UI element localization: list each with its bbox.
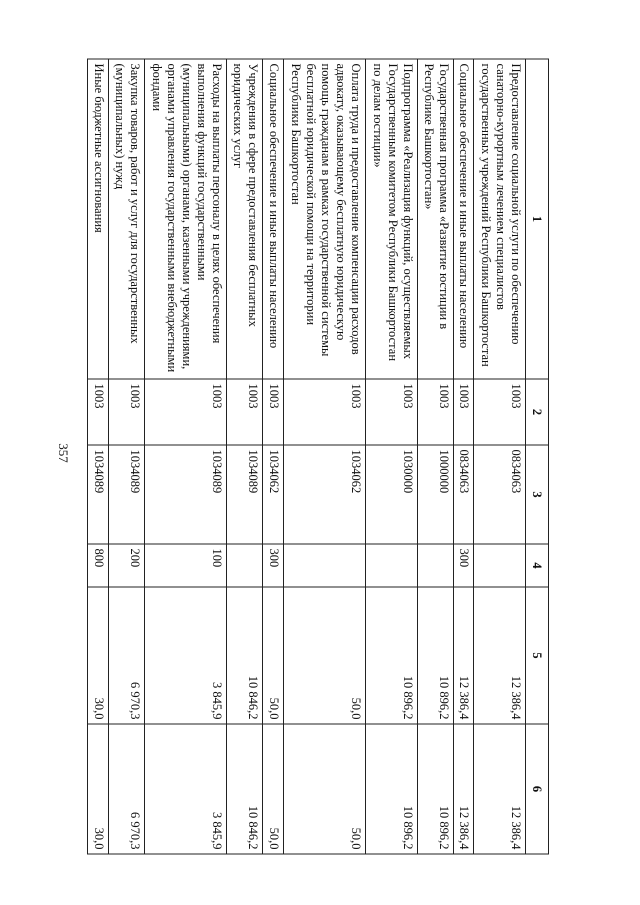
- row-section-code: 1003: [108, 379, 144, 445]
- row-name: Социальное обеспечение и иные выплаты населению: [453, 59, 474, 379]
- row-amount-6: 10 896,2: [417, 724, 453, 854]
- page-number: 357: [56, 443, 71, 463]
- row-target-code: 1034062: [283, 445, 365, 544]
- row-name: Социальное обеспечение и иные выплаты населению: [263, 59, 284, 379]
- row-amount-6: 50,0: [283, 724, 365, 854]
- table-row: [366, 59, 418, 854]
- col-header-6: 6: [526, 724, 549, 854]
- header-row: [526, 59, 549, 854]
- row-amount-6: 12 386,4: [474, 724, 526, 854]
- row-target-code: 1030000: [366, 445, 418, 544]
- row-target-code: 1034089: [144, 445, 226, 544]
- row-expense-type: 100: [144, 544, 226, 587]
- row-name: Предоставление социальной услуги по обеспечению санаторно-курортным лечением специалистов государственных учреждений Республики Башкортостан: [474, 59, 526, 379]
- row-amount-6: 12 386,4: [453, 724, 474, 854]
- row-target-code: 0834063: [474, 445, 526, 544]
- row-amount-5: 10 846,2: [227, 587, 263, 724]
- col-header-5: 5: [526, 587, 549, 724]
- row-amount-5: 12 386,4: [474, 587, 526, 724]
- row-name: Государственная программа «Развитие юстиции в Республике Башкортостан»: [417, 59, 453, 379]
- table-row: [283, 59, 365, 854]
- table-row: [417, 59, 453, 854]
- row-expense-type: 300: [263, 544, 284, 587]
- row-expense-type: [283, 544, 365, 587]
- row-name: Иные бюджетные ассигнования: [88, 59, 109, 379]
- row-amount-6: 6 970,3: [108, 724, 144, 854]
- table-row: [88, 59, 109, 854]
- row-amount-6: 30,0: [88, 724, 109, 854]
- row-name: Закупка товаров, работ и услуг для государственных (муниципальных) нужд: [108, 59, 144, 379]
- col-header-1: 1: [526, 59, 549, 379]
- row-target-code: 1034062: [263, 445, 284, 544]
- row-target-code: 1034089: [227, 445, 263, 544]
- row-section-code: 1003: [453, 379, 474, 445]
- row-expense-type: 300: [453, 544, 474, 587]
- row-amount-6: 50,0: [263, 724, 284, 854]
- row-target-code: 1000000: [417, 445, 453, 544]
- table-row: [263, 59, 284, 854]
- row-amount-6: 10 896,2: [366, 724, 418, 854]
- table-row: [453, 59, 474, 854]
- row-target-code: 0834063: [453, 445, 474, 544]
- budget-table: [87, 58, 549, 854]
- row-amount-5: 10 896,2: [417, 587, 453, 724]
- row-section-code: 1003: [144, 379, 226, 445]
- row-name: Расходы на выплаты персоналу в целях обеспечения выполнения функций государственными (муниципальными) органами, казенными учреждениями, органами управления государственными внебюджетными фондами: [144, 59, 226, 379]
- row-amount-5: 10 896,2: [366, 587, 418, 724]
- col-header-4: 4: [526, 544, 549, 587]
- table-row: [144, 59, 226, 854]
- row-section-code: 1003: [88, 379, 109, 445]
- row-amount-5: 3 845,9: [144, 587, 226, 724]
- table-row: [108, 59, 144, 854]
- row-amount-6: 10 846,2: [227, 724, 263, 854]
- row-expense-type: [417, 544, 453, 587]
- row-expense-type: 800: [88, 544, 109, 587]
- row-section-code: 1003: [366, 379, 418, 445]
- table-wrapper: [87, 58, 549, 853]
- row-amount-5: 6 970,3: [108, 587, 144, 724]
- row-expense-type: [366, 544, 418, 587]
- row-target-code: 1034089: [108, 445, 144, 544]
- col-header-3: 3: [526, 445, 549, 544]
- row-amount-5: 30,0: [88, 587, 109, 724]
- row-name: Подпрограмма «Реализация функций, осуществляемых Государственным комитетом Республики Башкортостан по делам юстиции»: [366, 59, 418, 379]
- row-expense-type: [227, 544, 263, 587]
- row-expense-type: [474, 544, 526, 587]
- row-name: Учреждения в сфере предоставления бесплатных юридических услуг: [227, 59, 263, 379]
- row-target-code: 1034089: [88, 445, 109, 544]
- col-header-2: 2: [526, 379, 549, 445]
- row-section-code: 1003: [263, 379, 284, 445]
- row-amount-5: 50,0: [263, 587, 284, 724]
- row-expense-type: 200: [108, 544, 144, 587]
- table-row: [227, 59, 263, 854]
- row-section-code: 1003: [417, 379, 453, 445]
- table-row: [474, 59, 526, 854]
- row-section-code: 1003: [283, 379, 365, 445]
- row-section-code: 1003: [227, 379, 263, 445]
- row-section-code: 1003: [474, 379, 526, 445]
- row-amount-6: 3 845,9: [144, 724, 226, 854]
- row-amount-5: 50,0: [283, 587, 365, 724]
- row-amount-5: 12 386,4: [453, 587, 474, 724]
- row-name: Оплата труда и предоставление компенсации расходов адвокату, оказывающему бесплатную юридическую помощь гражданам в рамках государственной системы бесплатной юридической помощи на территории Республики Башкортостан: [283, 59, 365, 379]
